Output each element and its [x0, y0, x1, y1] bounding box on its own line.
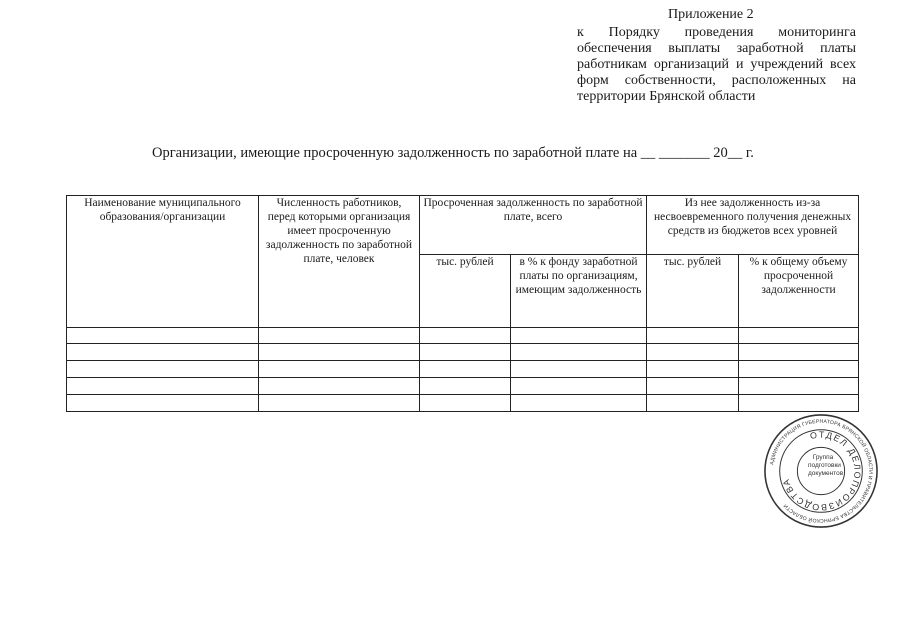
- table-cell[interactable]: [420, 378, 511, 395]
- stamp-center-line: подготовки: [808, 462, 841, 469]
- table-cell[interactable]: [647, 361, 739, 378]
- table-cell[interactable]: [647, 328, 739, 344]
- stamp-outer-text: АДМИНИСТРАЦИЯ ГУБЕРНАТОРА БРЯНСКОЙ ОБЛАСТИ И ПРАВИТЕЛЬСТВА БРЯНСКОЙ ОБЛАСТИ: [769, 418, 874, 524]
- table-cell[interactable]: [259, 328, 420, 344]
- table-row: [67, 344, 859, 361]
- table-cell[interactable]: [67, 328, 259, 344]
- table-row: [67, 328, 859, 344]
- header-name: Наименование муниципального образования/организации: [67, 196, 259, 328]
- table-cell[interactable]: [739, 395, 859, 412]
- table-cell[interactable]: [259, 378, 420, 395]
- table-cell[interactable]: [647, 344, 739, 361]
- stamp-center-line: Группа: [812, 454, 834, 461]
- table-row: [67, 395, 859, 412]
- table-cell[interactable]: [511, 378, 647, 395]
- header-budget-rub: тыс. рублей: [647, 255, 739, 328]
- table-cell[interactable]: [67, 344, 259, 361]
- header-overdue-pct: в % к фонду заработной платы по организациям, имеющим задолженность: [511, 255, 647, 328]
- table-cell[interactable]: [647, 395, 739, 412]
- table-cell[interactable]: [739, 378, 859, 395]
- header-count: Численность работников, перед которыми организация имеет просроченную задолженность по заработной плате, человек: [259, 196, 420, 328]
- table-cell[interactable]: [511, 395, 647, 412]
- header-budget-pct: % к общему объему просроченной задолженности: [739, 255, 859, 328]
- table-cell[interactable]: [420, 395, 511, 412]
- table-cell[interactable]: [67, 395, 259, 412]
- table-cell[interactable]: [259, 395, 420, 412]
- table-cell[interactable]: [739, 361, 859, 378]
- table-cell[interactable]: [259, 361, 420, 378]
- table-cell[interactable]: [647, 378, 739, 395]
- table-cell[interactable]: [511, 344, 647, 361]
- table-cell[interactable]: [739, 344, 859, 361]
- table-cell[interactable]: [67, 378, 259, 395]
- table-cell[interactable]: [67, 361, 259, 378]
- header-budget: Из нее задолженность из-за несвоевременного получения денежных средств из бюджетов всех уровней: [647, 196, 859, 255]
- table-cell[interactable]: [420, 361, 511, 378]
- stamp-center-text: [808, 454, 844, 478]
- table-cell[interactable]: [511, 361, 647, 378]
- appendix-title: Приложение 2: [668, 7, 754, 22]
- table-cell[interactable]: [511, 328, 647, 344]
- table-cell[interactable]: [739, 328, 859, 344]
- header-overdue: Просроченная задолженность по заработной плате, всего: [420, 196, 647, 255]
- stamp-center-line: документов: [808, 470, 844, 477]
- header-overdue-rub: тыс. рублей: [420, 255, 511, 328]
- table-row: [67, 361, 859, 378]
- table-row: [67, 378, 859, 395]
- appendix-text: к Порядку проведения мониторинга обеспечения выплаты заработной платы работникам организаций и учреждений всех форм собственности, расположенных на территории Брянской области: [577, 25, 856, 104]
- debt-table: [66, 195, 859, 412]
- table-cell[interactable]: [420, 328, 511, 344]
- table-cell[interactable]: [420, 344, 511, 361]
- table-cell[interactable]: [259, 344, 420, 361]
- stamp-inner-text: ОТДЕЛ ДЕЛОПРОИЗВОДСТВА: [780, 429, 863, 513]
- form-heading: Организации, имеющие просроченную задолженность по заработной плате на __ _______ 20__ г.: [152, 145, 754, 161]
